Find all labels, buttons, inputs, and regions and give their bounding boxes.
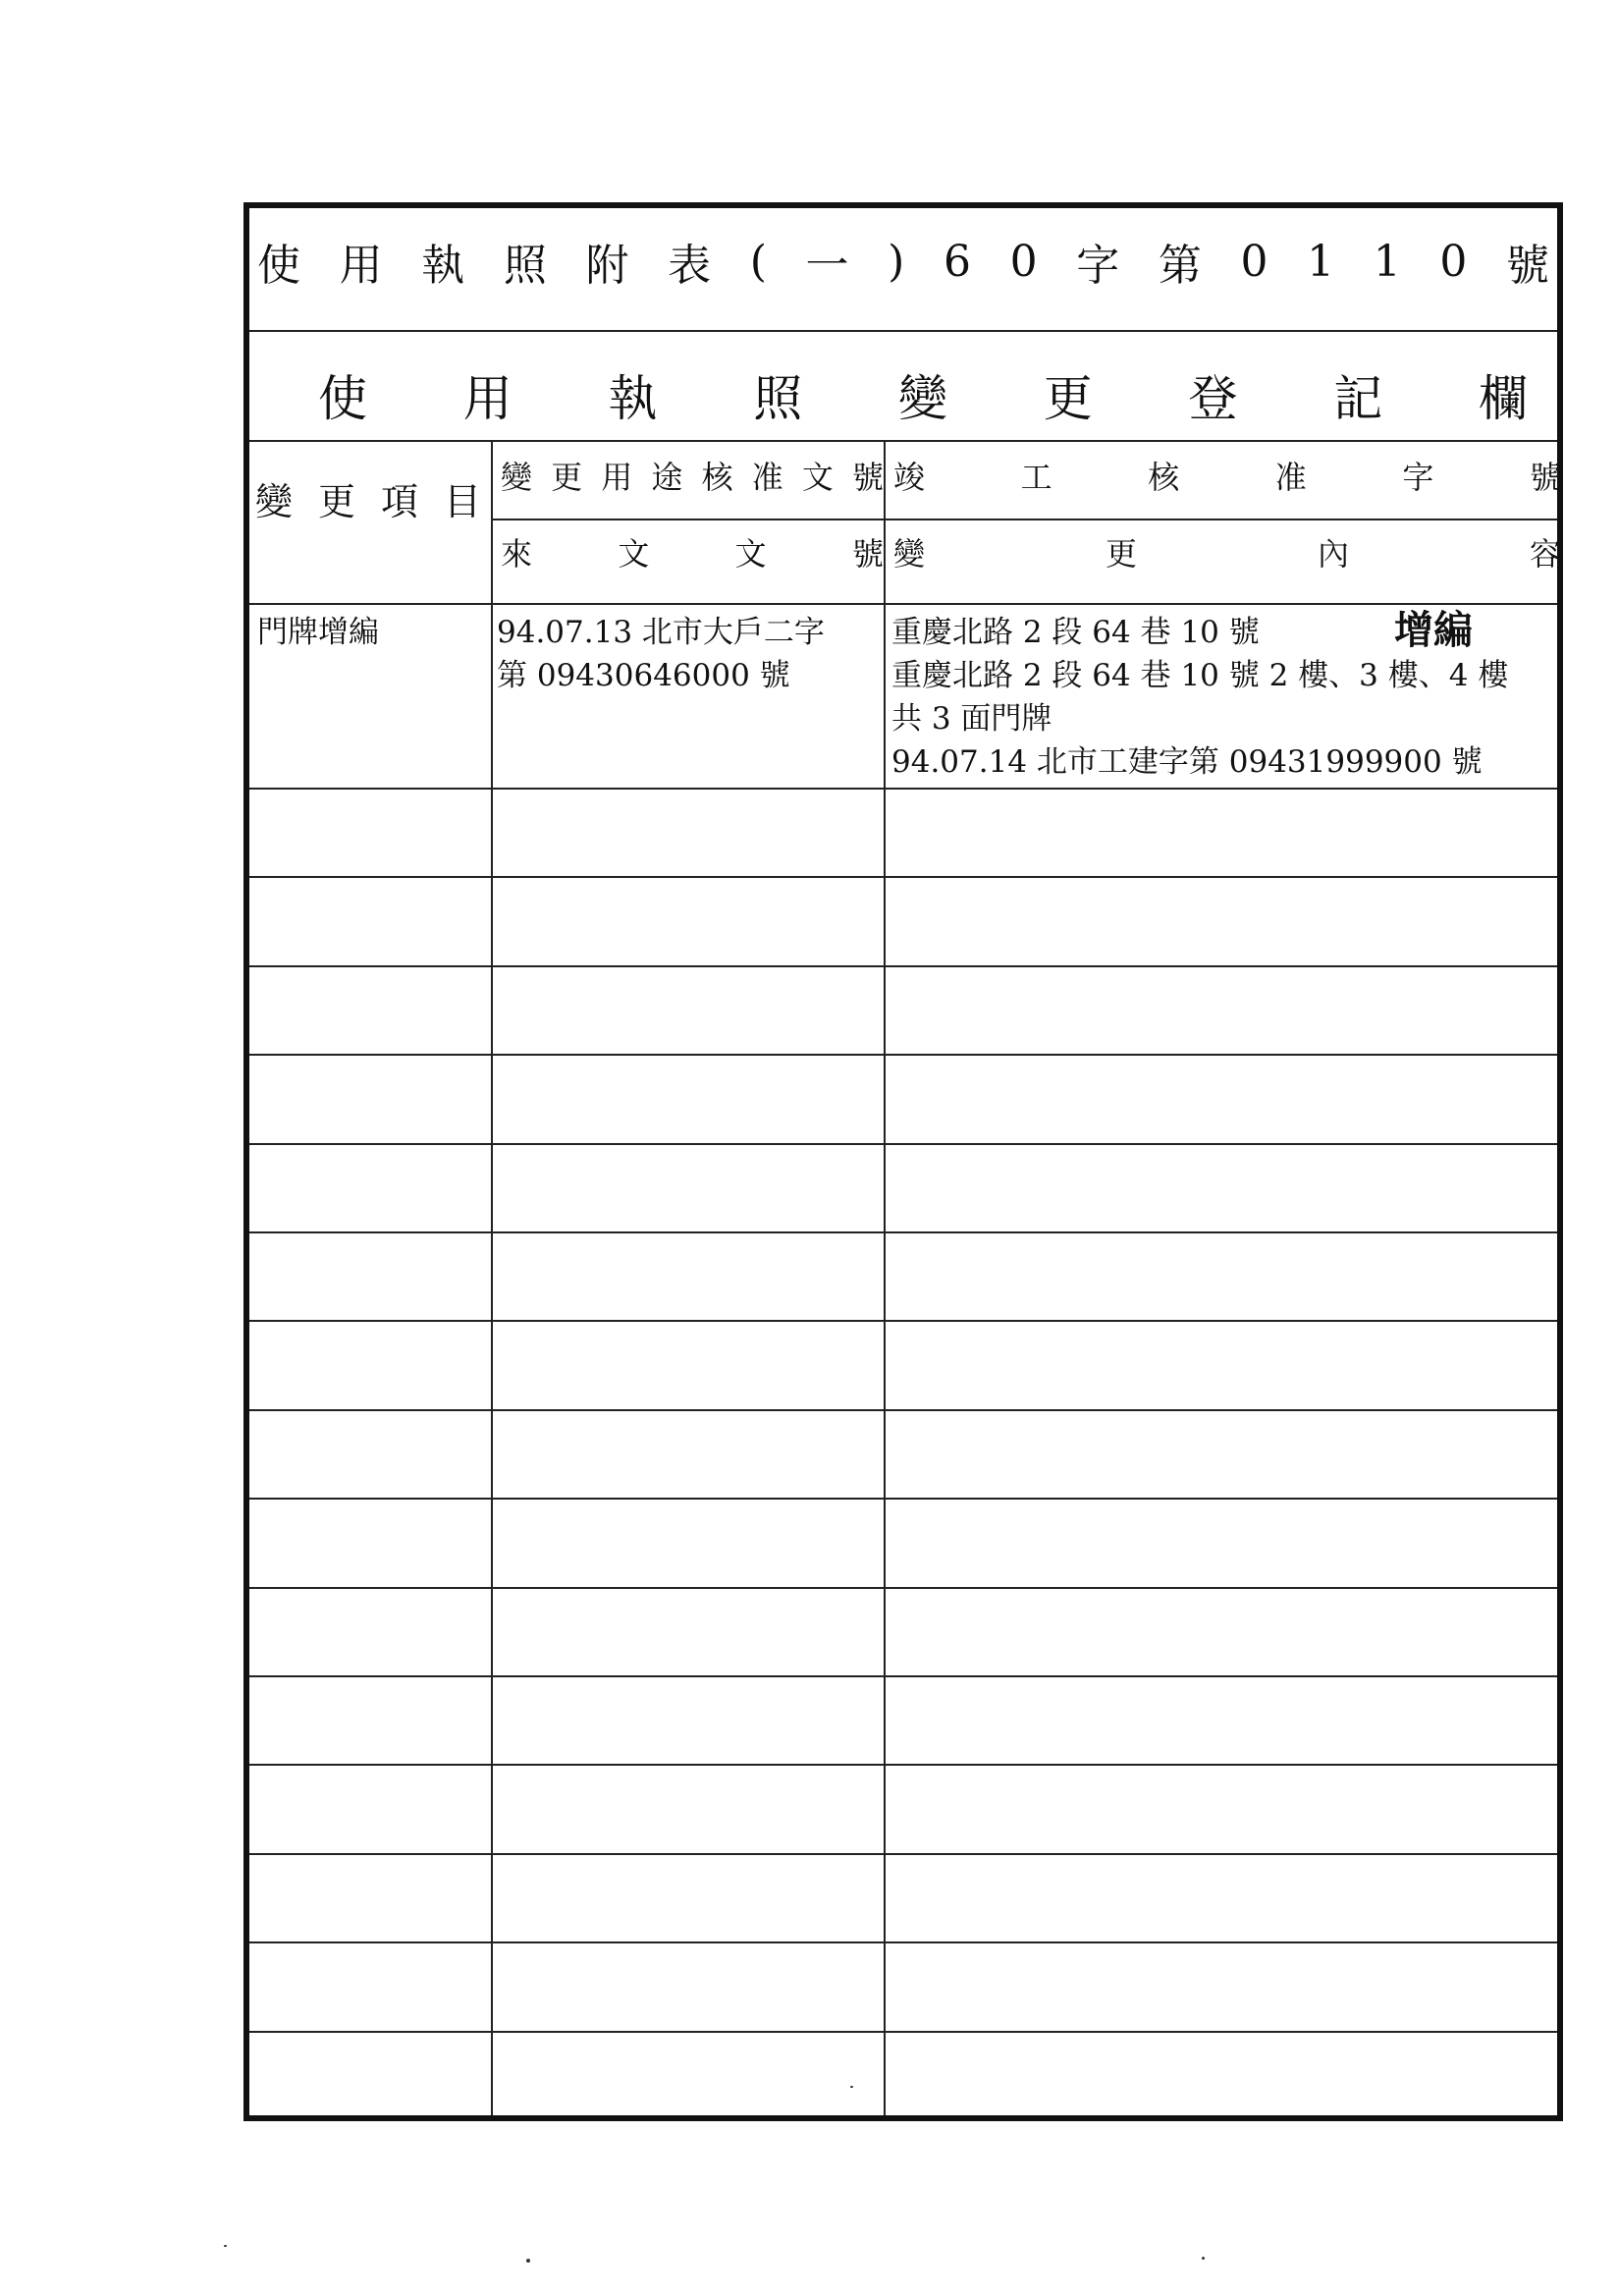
heading-char: 准 (1274, 459, 1307, 496)
row-divider (249, 1143, 1557, 1145)
heading-char: ) (888, 236, 905, 287)
heading-char: 內 (1317, 535, 1349, 573)
usage-permit-change-register-form (243, 202, 1563, 2121)
row-divider (249, 1853, 1557, 1855)
heading-char: 文 (734, 535, 767, 573)
heading-char: 更 (551, 459, 583, 496)
heading-char: 目 (443, 479, 481, 523)
heading-char: 使 (318, 370, 367, 427)
heading-char: 文 (618, 535, 650, 573)
heading-char: 使 (257, 241, 300, 291)
change-content-column-header (893, 532, 1561, 572)
row-divider (249, 1675, 1557, 1677)
heading-char: 更 (1105, 535, 1137, 573)
heading-char: 第 (1158, 241, 1202, 291)
heading-char: 竣 (893, 459, 926, 496)
row-divider (249, 1231, 1557, 1233)
heading-char: 表 (668, 241, 712, 291)
heading-char: 0 (1439, 236, 1468, 287)
scan-speck (1202, 2257, 1205, 2260)
heading-char: 工 (1020, 459, 1052, 496)
heading-char: 更 (317, 479, 355, 523)
heading-char: 字 (1076, 241, 1120, 291)
heading-char: 變 (255, 479, 294, 523)
entry-doc-line: 第 09430646000 號 (497, 658, 790, 693)
entry-content-line: 共 3 面門牌 (891, 701, 1052, 737)
heading-char: 附 (585, 241, 629, 291)
heading-char: 用 (339, 241, 383, 291)
heading-char: 核 (1148, 459, 1180, 496)
heading-char: 變 (893, 535, 926, 573)
entry-content-line: 重慶北路 2 段 64 巷 10 號 2 樓、3 樓、4 樓 (891, 658, 1509, 693)
entry-change-item: 門牌增編 (257, 615, 379, 650)
heading-char: 6 (943, 236, 971, 287)
entry-content-line: 94.07.14 北市工建字第 09431999900 號 (891, 744, 1483, 780)
scan-speck (526, 2259, 530, 2263)
heading-char: 欄 (1479, 370, 1528, 427)
heading-char: 准 (751, 459, 783, 496)
row-divider (249, 965, 1557, 967)
heading-char: 容 (1529, 535, 1561, 573)
heading-char: 1 (1307, 236, 1335, 287)
register-title (318, 365, 1528, 427)
heading-char: 號 (1505, 241, 1549, 291)
row-divider (249, 876, 1557, 878)
row-divider (249, 2031, 1557, 2033)
heading-char: 照 (753, 370, 803, 427)
divider (249, 330, 1557, 332)
completion-approval-no-column-header (893, 456, 1561, 495)
heading-char: ( (749, 236, 767, 287)
row-divider (249, 1764, 1557, 1766)
heading-char: 變 (501, 459, 533, 496)
row-divider (249, 788, 1557, 790)
change-item-column-header (255, 468, 481, 527)
heading-char: 執 (608, 370, 658, 427)
heading-char: 執 (421, 241, 465, 291)
heading-char: 途 (651, 459, 683, 496)
column-divider (491, 440, 493, 2115)
divider (249, 603, 1557, 605)
row-divider (249, 1587, 1557, 1589)
heading-char: 核 (701, 459, 733, 496)
use-change-doc-no-column-header (501, 456, 884, 495)
entry-doc-number (497, 611, 825, 697)
heading-char: 變 (898, 370, 947, 427)
row-divider (249, 1320, 1557, 1322)
incoming-doc-no-column-header (501, 532, 884, 572)
scan-speck (850, 2086, 853, 2088)
row-divider (249, 1941, 1557, 1943)
entry-content-tag: 增編 (1394, 608, 1473, 653)
heading-char: 登 (1188, 370, 1238, 427)
heading-char: 號 (851, 459, 884, 496)
heading-char: 字 (1402, 459, 1434, 496)
heading-char: 號 (1529, 459, 1561, 496)
entry-content-line: 重慶北路 2 段 64 巷 10 號 (891, 615, 1260, 650)
divider (491, 519, 1557, 520)
heading-char: 0 (1009, 236, 1038, 287)
heading-char: 0 (1240, 236, 1268, 287)
heading-char: 用 (601, 459, 633, 496)
scan-speck (224, 2245, 227, 2247)
permit-form-number (257, 236, 1549, 291)
heading-char: 用 (462, 370, 512, 427)
column-divider (884, 440, 886, 2115)
heading-char: 一 (805, 241, 849, 291)
heading-char: 項 (380, 479, 418, 523)
heading-char: 文 (801, 459, 834, 496)
heading-char: 照 (503, 241, 547, 291)
row-divider (249, 1054, 1557, 1056)
heading-char: 更 (1043, 370, 1093, 427)
heading-char: 來 (501, 535, 533, 573)
heading-char: 1 (1373, 236, 1401, 287)
divider (249, 440, 1557, 442)
row-divider (249, 1498, 1557, 1500)
heading-char: 號 (851, 535, 884, 573)
row-divider (249, 1409, 1557, 1411)
heading-char: 記 (1333, 370, 1383, 427)
entry-doc-line: 94.07.13 北市大戶二字 (497, 615, 825, 650)
